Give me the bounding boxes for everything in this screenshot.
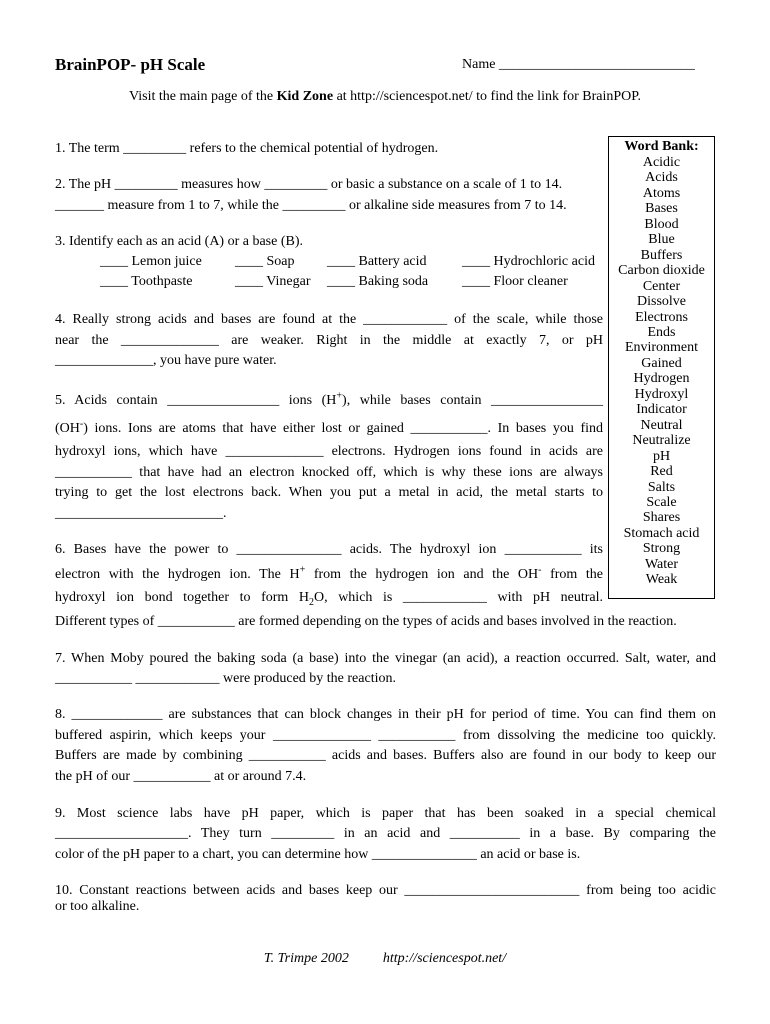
q3-option: ____ Soap [235, 254, 295, 269]
word-bank-item: Center [642, 278, 681, 294]
question-8-line-2: buffered aspirin, which keeps your ______________ ___________ from dissolving the medicine too quickly. [55, 728, 716, 743]
q3-option: ____ Lemon juice [100, 254, 202, 269]
question-8-line-4: the pH of our ___________ at or around 7.4. [55, 769, 307, 784]
word-bank-item: Weak [645, 572, 678, 588]
footer-url: http://sciencespot.net/ [382, 951, 507, 966]
question-5-line-2: (OH-) ions. Ions are atoms that have either lost or gained ___________. In bases you find [55, 418, 603, 436]
word-bank-item: Electrons [635, 309, 688, 325]
word-bank-item: Atoms [642, 185, 681, 201]
word-bank-item: Neutralize [632, 433, 691, 449]
word-bank-item: Buffers [640, 247, 683, 263]
question-10-line-2: or too alkaline. [55, 899, 140, 914]
question-5-line-4: ___________ that have had an electron knocked off, which is why these ions are always [55, 465, 603, 480]
question-5-line-1: 5. Acids contain ________________ ions (H+), while bases contain ________________ [55, 390, 603, 408]
word-bank-item: Red [650, 464, 673, 480]
name-field-label: Name ____________________________ [462, 57, 695, 72]
q3-option: ____ Vinegar [235, 274, 311, 289]
question-5-line-3: hydroxyl ions, which have ______________ electrons. Hydrogen ions found in acids are [55, 444, 603, 459]
word-bank-item: Carbon dioxide [618, 263, 705, 279]
question-9-line-3: color of the pH paper to a chart, you can determine how _______________ an acid or base is. [55, 847, 581, 862]
q3-option: ____ Floor cleaner [462, 274, 568, 289]
word-bank [608, 136, 715, 599]
q3-option: ____ Battery acid [327, 254, 427, 269]
word-bank-item: Indicator [636, 402, 687, 418]
word-bank-item: Water [644, 556, 679, 572]
word-bank-item: Acids [645, 170, 678, 186]
kid-zone-label: Kid Zone [276, 89, 334, 104]
word-bank-title: Word Bank: [624, 139, 699, 154]
question-4-line-2: near the ______________ are weaker. Right in the middle at exactly 7, or pH [55, 333, 603, 348]
question-9-line-2: ___________________. They turn _________ in an acid and __________ in a base. By comparing the [55, 826, 716, 841]
footer [0, 951, 770, 967]
word-bank-item: Gained [641, 355, 682, 371]
word-bank-item: Bases [645, 201, 678, 217]
word-bank-item: pH [652, 448, 671, 464]
word-bank-item: Ends [647, 324, 676, 340]
word-bank-item: Blue [648, 232, 675, 248]
question-4-line-3: ______________, you have pure water. [55, 353, 277, 368]
word-bank-item: Scale [646, 494, 677, 510]
question-6-line-2: electron with the hydrogen ion. The H+ from the hydrogen ion and the OH- from the [55, 564, 603, 582]
q3-option: ____ Toothpaste [100, 274, 193, 289]
word-bank-item: Shares [642, 510, 681, 526]
question-7-line-2: ___________ ____________ were produced by the reaction. [55, 671, 396, 686]
word-bank-item: Stomach acid [623, 525, 700, 541]
footer-author: T. Trimpe 2002 [263, 951, 349, 966]
question-10-line-1: 10. Constant reactions between acids and bases keep our _________________________ from being too acidic [55, 883, 716, 898]
word-bank-item: Hydroxyl [634, 386, 689, 402]
q3-option: ____ Baking soda [327, 274, 429, 289]
question-9-line-1: 9. Most science labs have pH paper, which is paper that has been soaked in a special chemical [55, 806, 716, 821]
question-4-line-1: 4. Really strong acids and bases are found at the ____________ of the scale, while those [55, 312, 603, 327]
question-8-line-1: 8. _____________ are substances that can block changes in their pH for period of time. You can find them on [55, 707, 716, 722]
question-1: 1. The term _________ refers to the chemical potential of hydrogen. [55, 141, 439, 156]
question-6-line-3: hydroxyl ion bond together to form $H_2O$, which is ____________ with pH neutral. [55, 590, 603, 608]
word-bank-item: Neutral [640, 417, 683, 433]
question-5-line-5: trying to get the lost electrons back. When you put a metal in acid, the metal starts to [55, 485, 603, 500]
q3-option: ____ Hydrochloric acid [462, 254, 595, 269]
word-bank-item: Strong [642, 541, 681, 557]
question-5-line-6: ________________________. [55, 506, 227, 521]
page-title: BrainPOP- pH Scale [55, 55, 206, 74]
question-6-line-4: Different types of ___________ are formed depending on the types of acids and bases involved in the reaction. [55, 614, 677, 629]
question-7-line-1: 7. When Moby poured the baking soda (a base) into the vinegar (an acid), a reaction occurred. Salt, water, and [55, 651, 716, 666]
word-bank-item: Blood [644, 216, 679, 232]
question-6-line-1: 6. Bases have the power to _______________ acids. The hydroxyl ion ___________ its [55, 542, 603, 557]
intro-text: Visit the main page of the Kid Zone at http://sciencespot.net/ to find the link for BrainPOP. [128, 89, 642, 104]
word-bank-item: Dissolve [637, 294, 686, 310]
word-bank-item: Salts [647, 479, 676, 495]
question-2-line-1: 2. The pH _________ measures how _________ or basic a substance on a scale of 1 to 14. [55, 177, 563, 192]
word-bank-item: Acidic [642, 155, 681, 170]
question-3-prompt: 3. Identify each as an acid (A) or a base (B). [55, 234, 304, 249]
word-bank-list [609, 155, 714, 588]
question-2-line-2: _______ measure from 1 to 7, while the _________ or alkaline side measures from 7 to 14. [55, 198, 567, 213]
question-8-line-3: Buffers are made by combining ___________ acids and bases. Buffers also are found in our body to keep our [55, 748, 716, 763]
word-bank-item: Hydrogen [633, 371, 690, 387]
word-bank-item: Environment [624, 340, 699, 356]
